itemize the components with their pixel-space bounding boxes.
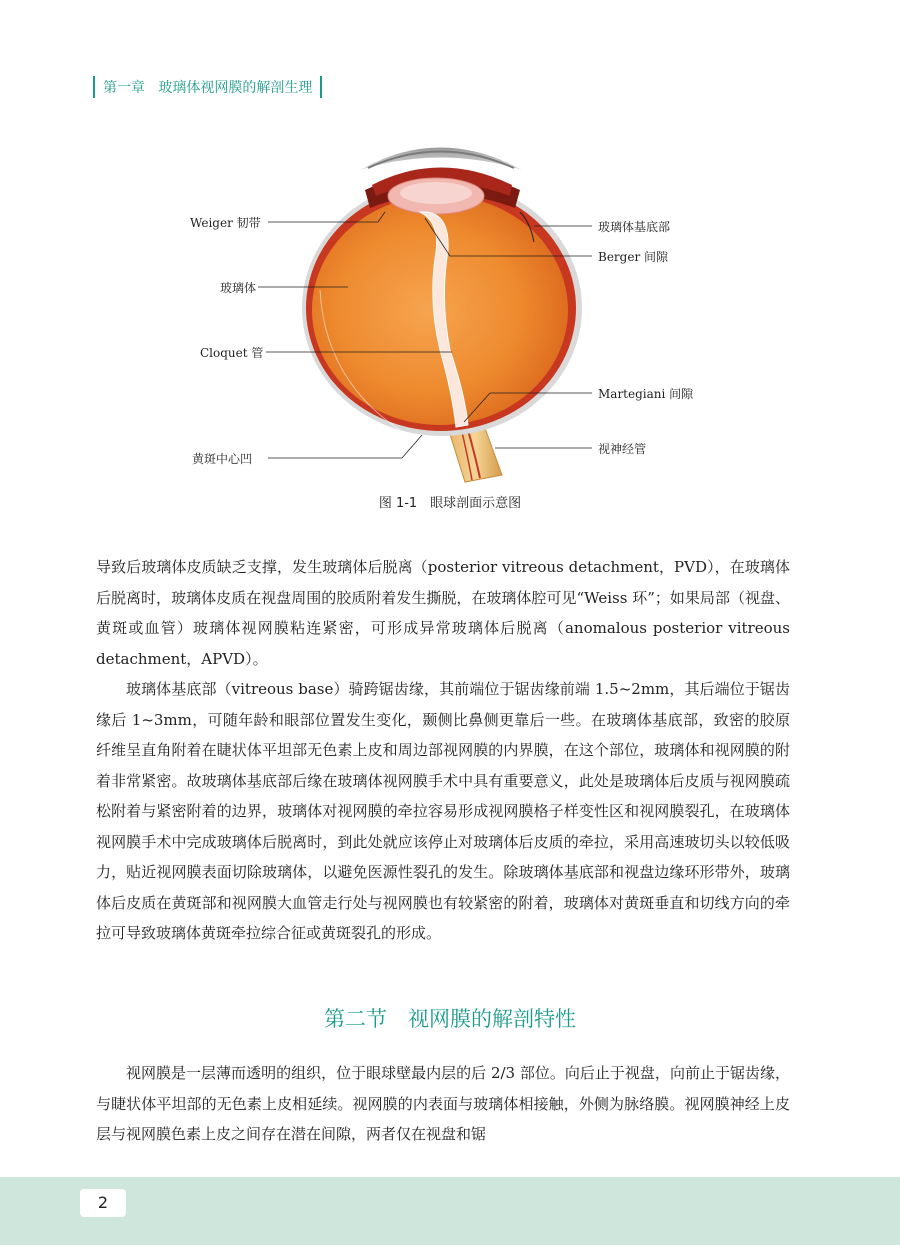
label-cloquet-canal: Cloquet 管	[200, 346, 264, 360]
body-text-section	[96, 1058, 790, 1150]
chapter-number: 第一章	[103, 80, 145, 96]
label-berger-space: Berger 间隙	[598, 250, 668, 264]
label-weiger-ligament: Weiger 韧带	[190, 216, 261, 230]
label-vitreous: 玻璃体	[220, 281, 257, 295]
label-optic-canal: 视神经管	[598, 442, 647, 456]
chapter-title: 玻璃体视网膜的解剖生理	[158, 80, 313, 96]
running-header	[93, 76, 322, 98]
paragraph: 视网膜是一层薄而透明的组织，位于眼球壁最内层的后 2/3 部位。向后止于视盘，向前止于锯齿缘，与睫状体平坦部的无色素上皮相延续。视网膜的内表面与玻璃体相接触，外侧为脉络膜。视网膜神经上皮层与视网膜色素上皮之间存在潜在间隙，两者仅在视盘和锯	[96, 1064, 790, 1143]
eyeball-illustration	[150, 130, 750, 490]
paragraph: 玻璃体基底部（vitreous base）骑跨锯齿缘，其前端位于锯齿缘前端 1.5~2mm，其后端位于锯齿缘后 1~3mm，可随年龄和眼部位置发生变化，颞侧比鼻侧更靠后一些。在玻璃体基底部，致密的胶原纤维呈直角附着在睫状体平坦部无色素上皮和周边部视网膜的内界膜，在这个部位，玻璃体和视网膜的附着非常紧密。故玻璃体基底部后缘在玻璃体视网膜手术中具有重要意义，此处是玻璃体后皮质与视网膜疏松附着与紧密附着的边界，玻璃体对视网膜的牵拉容易形成视网膜格子样变性区和视网膜裂孔，在玻璃体视网膜手术中完成玻璃体后脱离时，到此处就应该停止对玻璃体后皮质的牵拉，采用高速玻切头以较低吸力，贴近视网膜表面切除玻璃体，以避免医源性裂孔的发生。除玻璃体基底部和视盘边缘环形带外，玻璃体后皮质在黄斑部和视网膜大血管走行处与视网膜也有较紧密的附着，玻璃体对黄斑垂直和切线方向的牵拉可导致玻璃体黄斑牵拉综合征或黄斑裂孔的形成。	[96, 680, 790, 942]
eyeball-figure	[150, 130, 750, 490]
label-vitreous-base: 玻璃体基底部	[598, 220, 671, 234]
page-footer	[0, 1177, 900, 1245]
label-macula: 黄斑中心凹	[192, 452, 253, 466]
paragraph: 导致后玻璃体皮质缺乏支撑，发生玻璃体后脱离（posterior vitreous detachment，PVD），在玻璃体后脱离时，玻璃体皮质在视盘周围的胶质附着发生撕脱，在玻璃体腔可见“Weiss 环”；如果局部（视盘、黄斑或血管）玻璃体视网膜粘连紧密，可形成异常玻璃体后脱离（anomalous posterior vitreous detachment，APVD）。	[96, 558, 790, 668]
body-text-top	[96, 552, 790, 949]
label-martegiani-space: Martegiani 间隙	[598, 387, 694, 401]
section-title: 第二节 视网膜的解剖特性	[324, 1007, 576, 1031]
page-number: 2	[80, 1189, 126, 1217]
figure-caption: 图 1-1 眼球剖面示意图	[378, 496, 522, 511]
